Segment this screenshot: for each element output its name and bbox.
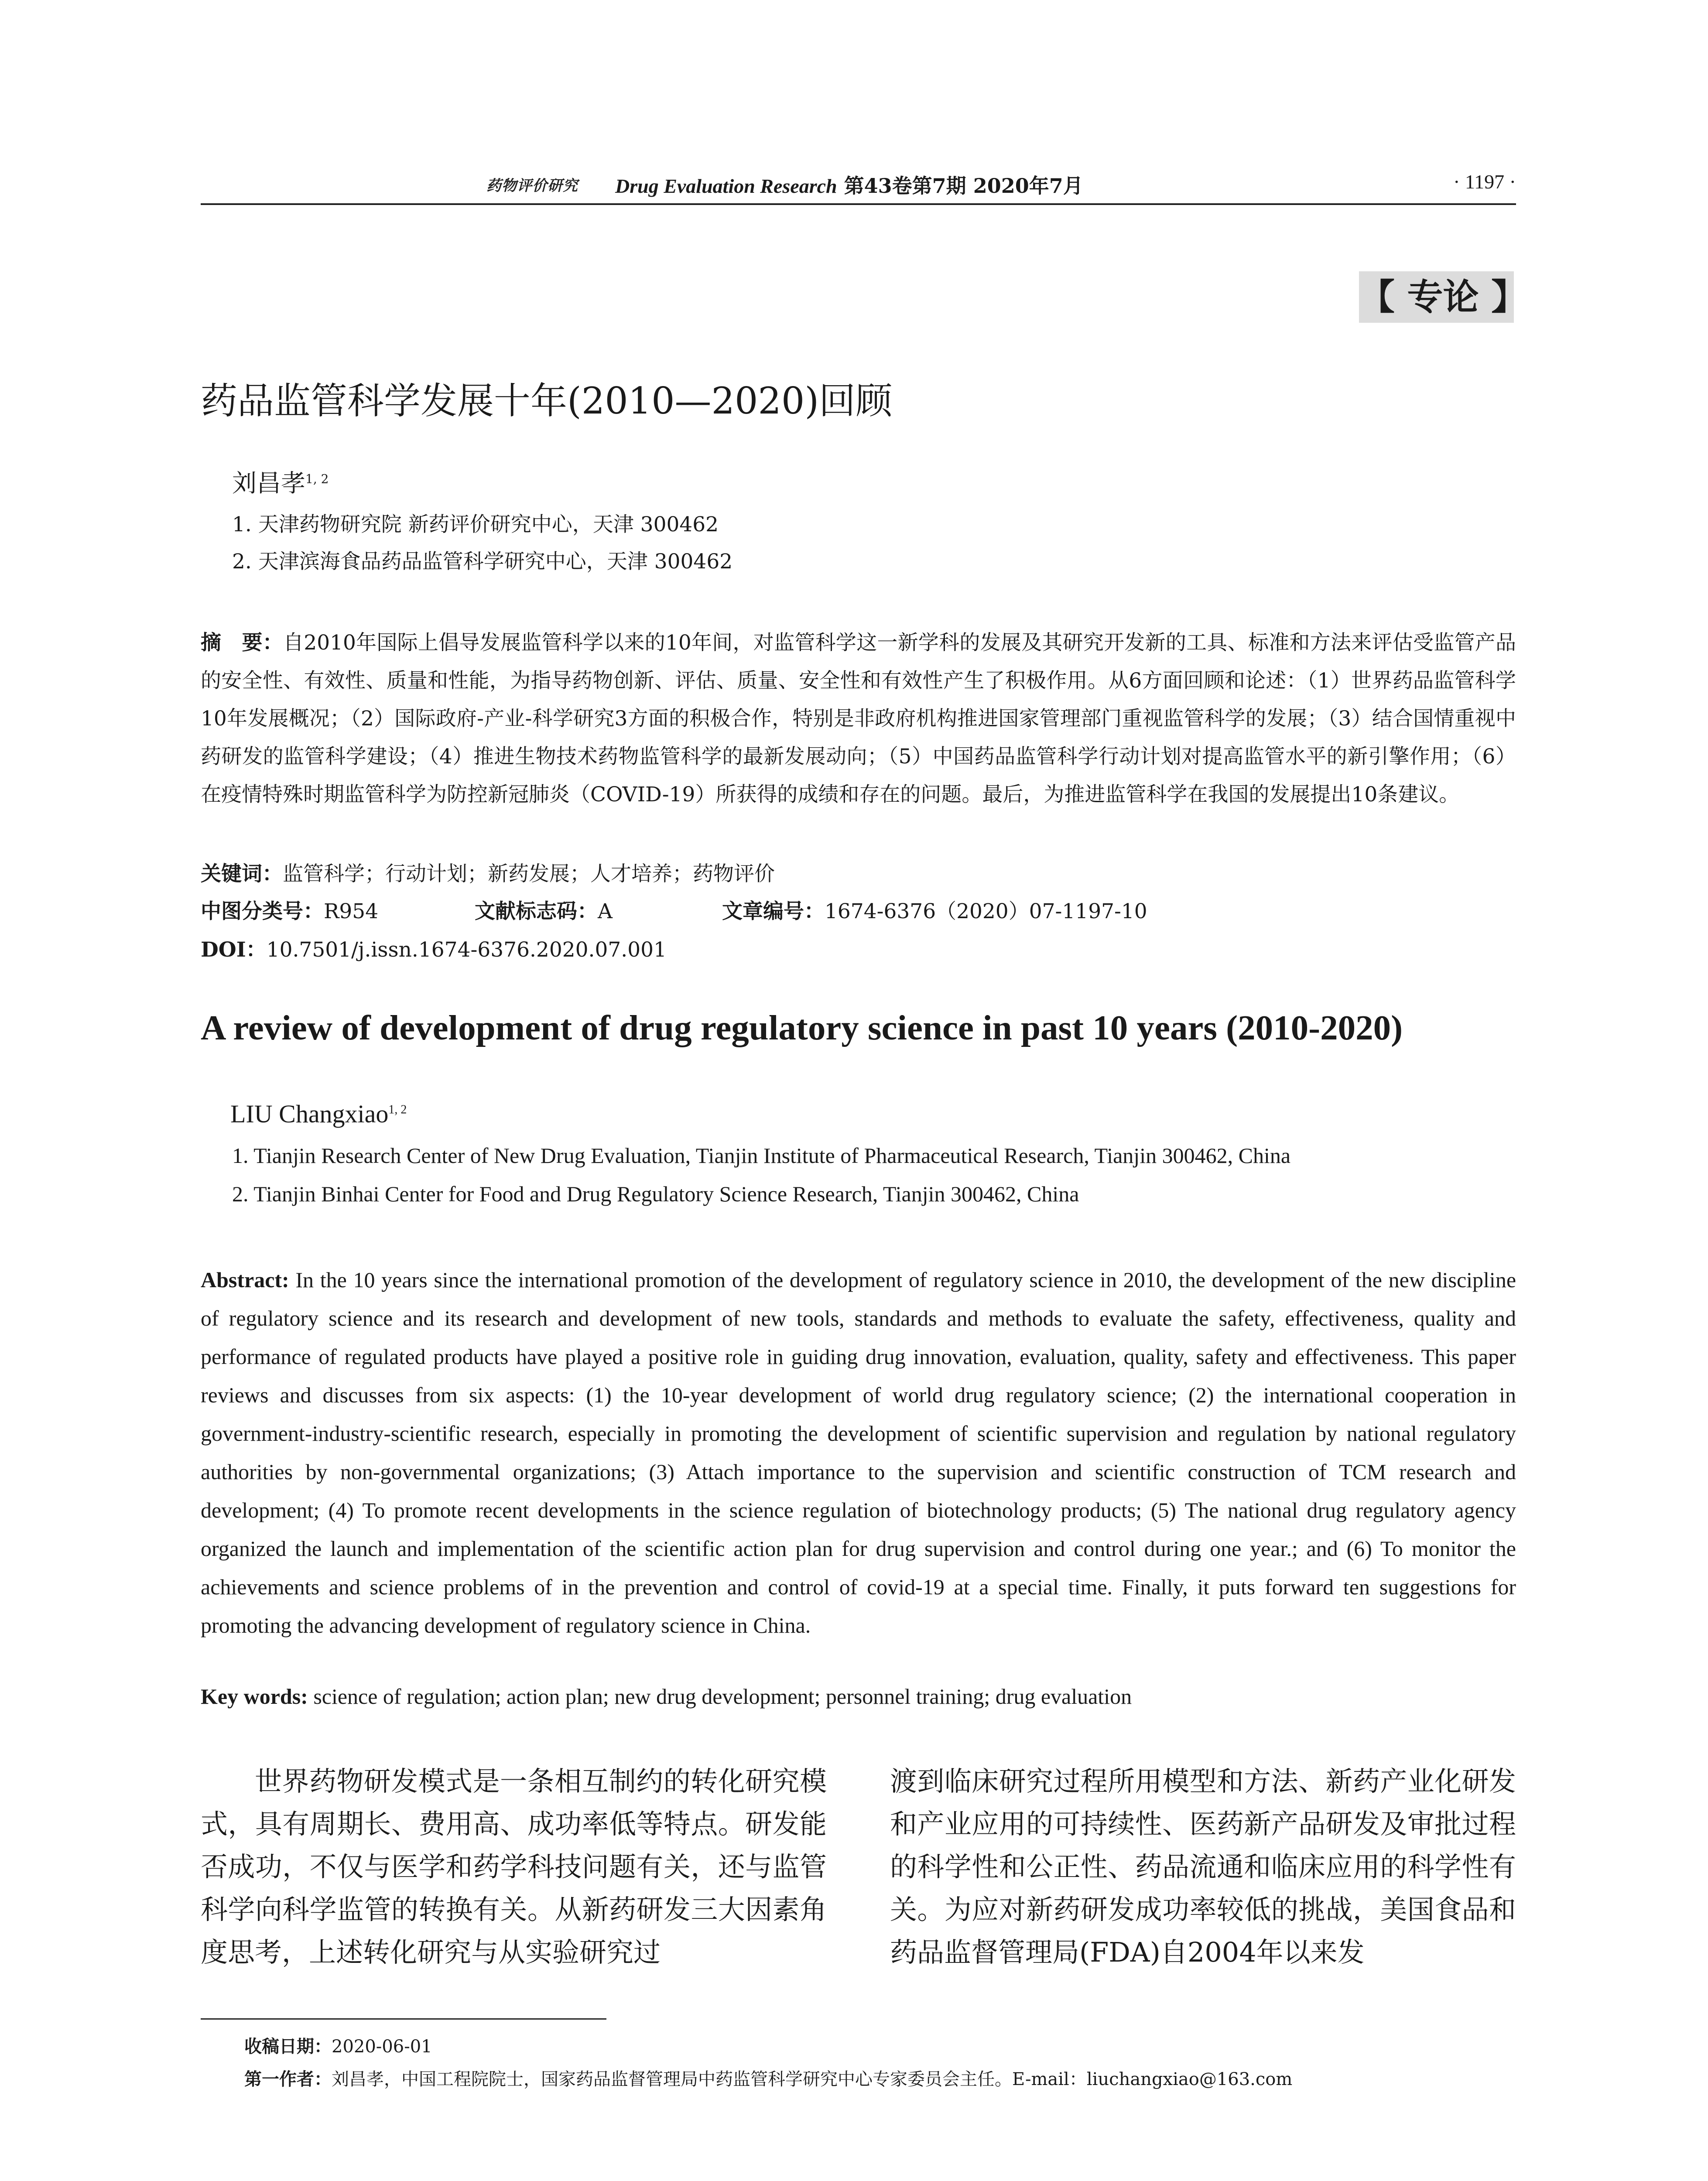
abstract-en-text: In the 10 years since the international promotion of the development of regulatory science in 2010, the development of the new discipline of regulatory science and its research and development of new tools, standards and methods to evaluate the safety, effectiveness, quality and performance of regulated products have played a positive role in guiding drug innovation, evaluation, quality, safety and effectiveness. This paper reviews and discusses from six aspects: (1) the 10-year development of world drug regulatory science; (2) the international cooperation in government-industry-scientific research, especially in promoting the development of scientific supervision and regulation by national regulatory authorities by non-governmental organizations; (3) Attach importance to the supervision and scientific construction of TCM research and development; (4) To promote recent developments in the science regulation of biotechnology products; (5) The national drug regulatory agency organized the launch and implementation of the scientific action plan for drug supervision and control during one year.; and (6) To monitor the achievements and science problems of in the prevention and control of covid-19 at a special time. Finally, it puts forward ten suggestions for promoting the advancing development of regulatory science in China. [201,1268,1516,1637]
author-english [230,1099,407,1128]
running-header [201,170,1516,205]
author-name: 刘昌孝 [232,469,305,498]
document-code [475,895,613,924]
doc-value: A [598,899,613,923]
affiliation-en-2: 2. Tianjin Binhai Center for Food and Drug Regulatory Science Research, Tianjin 300462, China [232,1182,1079,1206]
header-journal-info [615,170,1083,199]
affiliation-cn-2: 2. 天津滨海食品药品监管科学研究中心，天津 300462 [232,550,733,574]
article-label: 文章编号： [722,899,825,923]
doi-line [201,933,667,963]
author-chinese [232,464,329,499]
clc-code [201,895,378,924]
abstract-cn-label: 摘 要： [201,631,284,655]
keywords-chinese [201,858,775,887]
abstract-cn-text: 自2010年国际上倡导发展监管科学以来的10年间，对监管科学这一新学科的发展及其研究开发新的工具、标准和方法来评估受监管产品的安全性、有效性、质量和性能，为指导药物创新、评估、质量、安全性和有效性产生了积极作用。从6方面回顾和论述：（1）世界药品监管科学10年发展概况；（2）国际政府-产业-科学研究3方面的积极合作，特别是非政府机构推进国家管理部门重视监管科学的发展；（3）结合国情重视中药研发的监管科学建设；（4）推进生物技术药物监管科学的最新发展动向；（5）中国药品监管科学行动计划对提高监管水平的新引擎作用；（6）在疫情特殊时期监管科学为防控新冠肺炎（COVID-19）所获得的成绩和存在的问题。最后，为推进监管科学在我国的发展提出10条建议。 [201,631,1516,807]
first-author-value: 刘昌孝，中国工程院院士，国家药品监督管理局中药监管科学研究中心专家委员会主任。E-mail：liuchangxiao@163.com [332,2069,1293,2089]
page-number: · 1197 · [1453,171,1516,193]
footnote-first-author [244,2065,1292,2090]
footnote-received [244,2033,432,2058]
header-journal-name: Drug Evaluation Research [615,175,837,197]
keywords-cn-label: 关键词： [201,862,283,886]
author-name-en: LIU Changxiao [230,1100,389,1128]
author-affiliation-marks: 1, 2 [305,472,329,486]
title-english: A review of development of drug regulatory science in past 10 years (2010-2020) [201,1008,1403,1047]
received-label: 收稿日期： [244,2036,332,2057]
body-column-left: 世界药物研发模式是一条相互制约的转化研究模式，具有周期长、费用高、成功率低等特点。研发能否成功，不仅与医学和药学科技问题有关，还与监管科学向科学监管的转换有关。从新药研发三大因素角度思考，上述转化研究与从实验研究过 [201,1765,827,1968]
abstract-en-label: Abstract: [201,1268,289,1292]
received-value: 2020-06-01 [332,2037,432,2057]
article-number [722,895,1147,924]
affiliation-en-1: 1. Tianjin Research Center of New Drug Evaluation, Tianjin Institute of Pharmaceutical Research, Tianjin 300462, China [232,1143,1291,1168]
abstract-chinese [201,624,1516,814]
keywords-english [201,1684,1132,1709]
header-issue: 第43卷第7期 2020年7月 [844,174,1083,198]
keywords-en-text: science of regulation; action plan; new drug development; personnel training; drug evaluation [313,1684,1132,1709]
affiliation-cn-1: 1. 天津药物研究院 新药评价研究中心，天津 300462 [232,513,719,537]
doi-value: 10.7501/j.issn.1674-6376.2020.07.001 [266,938,667,962]
journal-logo: 药物评价研究 [486,177,578,195]
title-chinese: 药品监管科学发展十年(2010—2020)回顾 [201,379,893,422]
clc-value: R954 [324,899,379,923]
keywords-cn-text: 监管科学；行动计划；新药发展；人才培养；药物评价 [283,862,775,886]
clc-label: 中图分类号： [201,899,324,923]
classification-line [201,895,1516,926]
keywords-en-label: Key words: [201,1684,308,1709]
article-value: 1674-6376（2020）07-1197-10 [825,899,1147,923]
body-column-right: 渡到临床研究过程所用模型和方法、新药产业化研发和产业应用的可持续性、医药新产品研发及审批过程的科学性和公正性、药品流通和临床应用的科学性有关。为应对新药研发成功率较低的挑战，美国食品和药品监督管理局(FDA)自2004年以来发 [890,1765,1516,1968]
footnote-rule [201,2018,606,2020]
author-en-affiliation-marks: 1, 2 [388,1103,407,1117]
doc-label: 文献标志码： [475,899,598,923]
doi-label: DOI： [201,938,267,962]
first-author-label: 第一作者： [244,2069,332,2089]
section-tag: 【 专论 】 [1359,271,1514,323]
abstract-english [201,1261,1516,1644]
header-rule [201,203,1516,205]
